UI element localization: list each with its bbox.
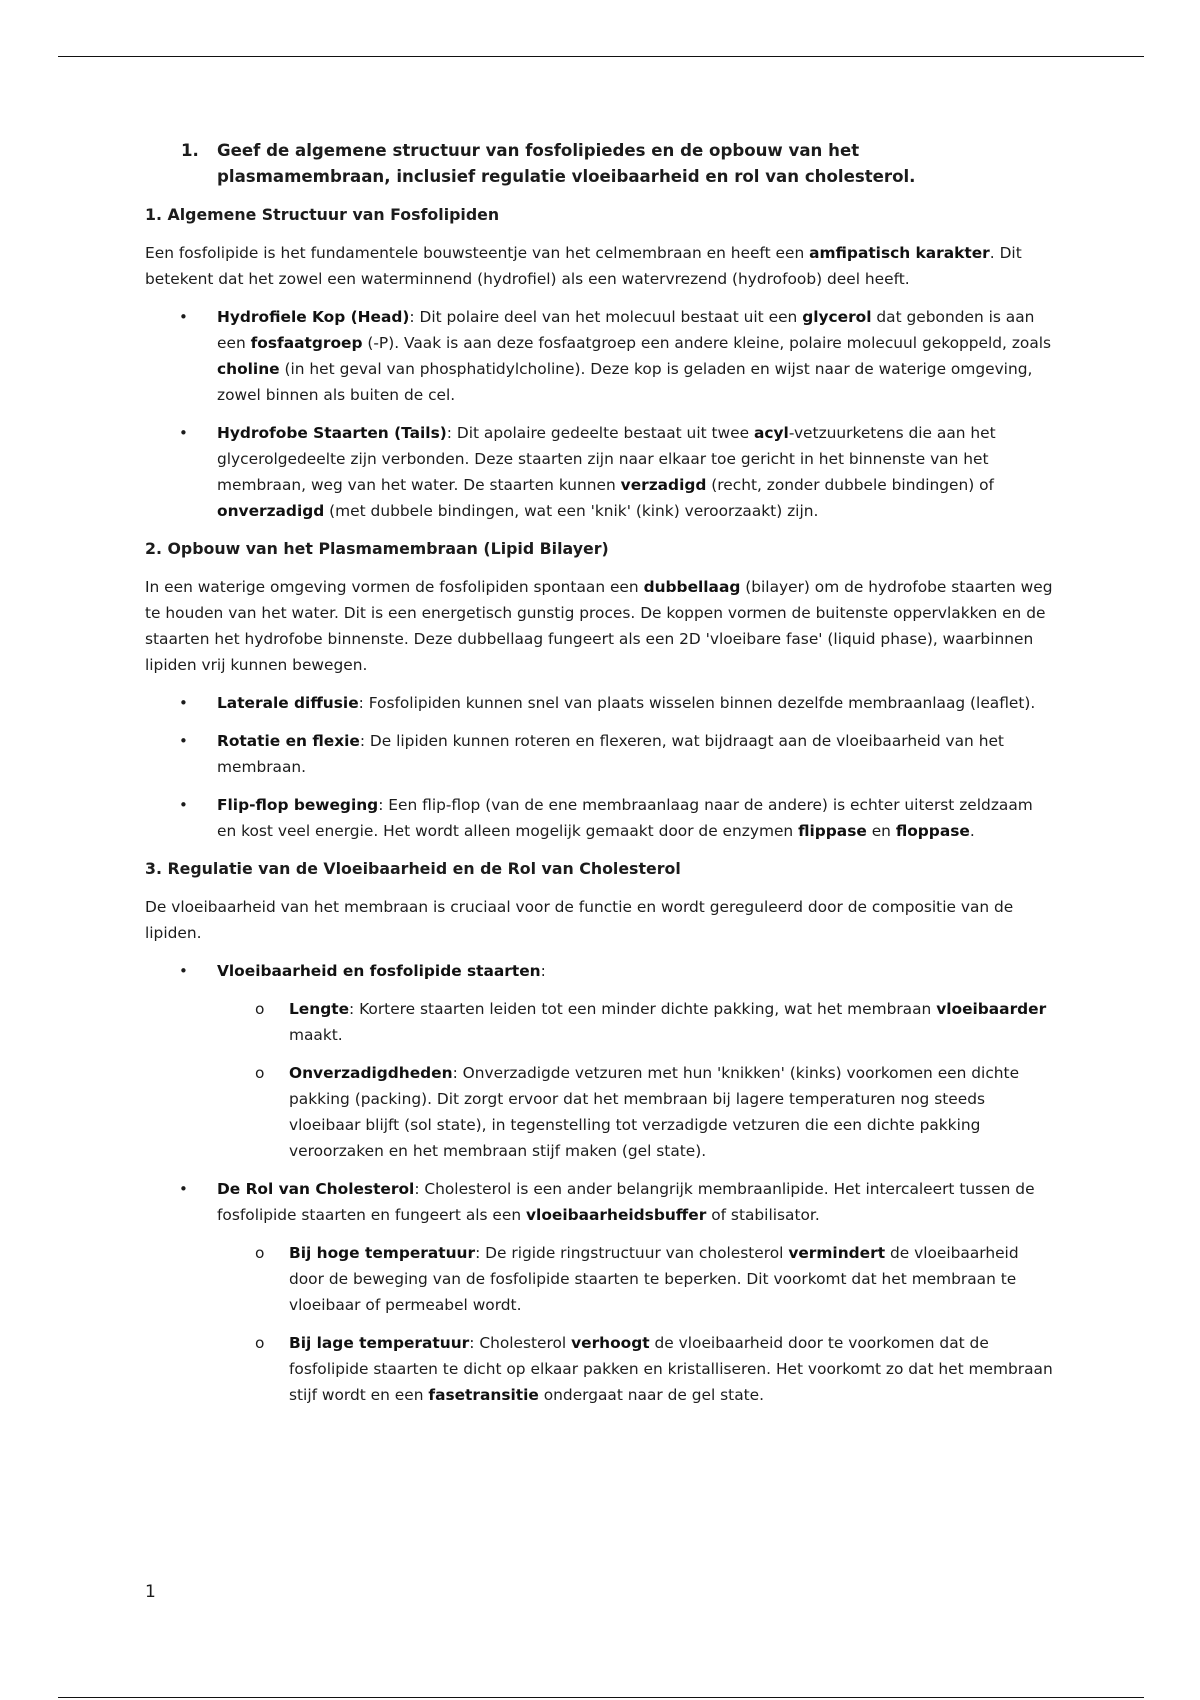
question-number: 1.: [181, 141, 199, 160]
sub-item-unsaturation: o Onverzadigdheden: Onverzadigde vetzuren met hun 'knikken' (kinks) voorkomen een dichte pakking (packing). Dit zorgt ervoor dat het membraan bij lagere temperaturen nog steeds vloeibaar blijft (sol state), in tegenstelling tot verzadigde vetzuren die een dichte pakking veroorzaken en het membraan stijf maken (gel state).: [145, 1060, 1055, 1164]
question-line-2: plasmamembraan, inclusief regulatie vloeibaarheid en rol van cholesterol.: [217, 167, 916, 186]
sub-bullet-icon: o: [255, 1244, 265, 1262]
bullet-icon: •: [179, 1180, 188, 1198]
bullet-icon: •: [179, 796, 188, 814]
bullet-icon: •: [179, 962, 188, 980]
section-3-list: [145, 958, 1055, 984]
footer-rule: [58, 1697, 1144, 1698]
section-2-title: 2. Opbouw van het Plasmamembraan (Lipid Bilayer): [145, 539, 609, 558]
bullet-icon: •: [179, 308, 188, 326]
page-number: 1: [145, 1582, 156, 1602]
list-item-rotation: • Rotatie en flexie: De lipiden kunnen roteren en flexeren, wat bijdraagt aan de vloeibaarheid van het membraan.: [145, 728, 1055, 780]
question-line-1: Geef de algemene structuur van fosfolipiedes en de opbouw van het: [217, 141, 860, 160]
header-rule: [58, 56, 1144, 57]
list-item-fluidity-tails: • Vloeibaarheid en fosfolipide staarten:: [145, 958, 1055, 984]
section-2-intro: In een waterige omgeving vormen de fosfolipiden spontaan een dubbellaag (bilayer) om de hydrofobe staarten weg te houden van het water. Dit is een energetisch gunstig proces. De koppen vormen de buitenste oppervlakken en de staarten het hydrofobe binnenste. Deze dubbellaag fungeert als een 2D 'vloeibare fase' (liquid phase), waarbinnen lipiden vrij kunnen bewegen.: [145, 578, 1053, 674]
list-item-hydrophilic-head: • Hydrofiele Kop (Head): Dit polaire deel van het molecuul bestaat uit een glycerol dat gebonden is aan een fosfaatgroep (-P). Vaak is aan deze fosfaatgroep een andere kleine, polaire molecuul gekoppeld, zoals choline (in het geval van phosphatidylcholine). Deze kop is geladen en wijst naar de waterige omgeving, zowel binnen als buiten de cel.: [145, 304, 1055, 408]
section-3-title: 3. Regulatie van de Vloeibaarheid en de Rol van Cholesterol: [145, 859, 681, 878]
bullet-icon: •: [179, 732, 188, 750]
section-3-sublist-cholesterol: [145, 1240, 1055, 1408]
section-3-intro: De vloeibaarheid van het membraan is cruciaal voor de functie en wordt gereguleerd door de compositie van de lipiden.: [145, 898, 1014, 942]
section-2-list: [145, 690, 1055, 844]
section-3-list-cholesterol: [145, 1176, 1055, 1228]
document-body: [145, 138, 1055, 1420]
sub-item-length: o Lengte: Kortere staarten leiden tot een minder dichte pakking, wat het membraan vloeibaarder maakt.: [145, 996, 1055, 1048]
section-1-list: [145, 304, 1055, 524]
list-item-cholesterol: • De Rol van Cholesterol: Cholesterol is een ander belangrijk membraanlipide. Het intercaleert tussen de fosfolipide staarten en fungeert als een vloeibaarheidsbuffer of stabilisator.: [145, 1176, 1055, 1228]
question-title: [145, 138, 1055, 190]
bullet-icon: •: [179, 694, 188, 712]
list-item-flip-flop: • Flip-flop beweging: Een flip-flop (van de ene membraanlaag naar de andere) is echter uiterst zeldzaam en kost veel energie. Het wordt alleen mogelijk gemaakt door de enzymen flippase en floppase.: [145, 792, 1055, 844]
sub-bullet-icon: o: [255, 1000, 265, 1018]
section-1-title: 1. Algemene Structuur van Fosfolipiden: [145, 205, 500, 224]
list-item-lateral-diffusion: • Laterale diffusie: Fosfolipiden kunnen snel van plaats wisselen binnen dezelfde membraanlaag (leaflet).: [145, 690, 1055, 716]
sub-item-high-temperature: o Bij hoge temperatuur: De rigide ringstructuur van cholesterol vermindert de vloeibaarheid door de beweging van de fosfolipide staarten te beperken. Dit voorkomt dat het membraan te vloeibaar of permeabel wordt.: [145, 1240, 1055, 1318]
section-1-intro: Een fosfolipide is het fundamentele bouwsteentje van het celmembraan en heeft een amfipatisch karakter. Dit betekent dat het zowel een waterminnend (hydrofiel) als een watervrezend (hydrofoob) deel heeft.: [145, 244, 1022, 288]
sub-item-low-temperature: o Bij lage temperatuur: Cholesterol verhoogt de vloeibaarheid door te voorkomen dat de fosfolipide staarten te dicht op elkaar pakken en kristalliseren. Het voorkomt zo dat het membraan stijf wordt en een fasetransitie ondergaat naar de gel state.: [145, 1330, 1055, 1408]
sub-bullet-icon: o: [255, 1334, 265, 1352]
sub-bullet-icon: o: [255, 1064, 265, 1082]
bullet-icon: •: [179, 424, 188, 442]
list-item-hydrophobic-tails: • Hydrofobe Staarten (Tails): Dit apolaire gedeelte bestaat uit twee acyl-vetzuurketens die aan het glycerolgedeelte zijn verbonden. Deze staarten zijn naar elkaar toe gericht in het binnenste van het membraan, weg van het water. De staarten kunnen verzadigd (recht, zonder dubbele bindingen) of onverzadigd (met dubbele bindingen, wat een 'knik' (kink) veroorzaakt) zijn.: [145, 420, 1055, 524]
section-3-sublist-tails: [145, 996, 1055, 1164]
